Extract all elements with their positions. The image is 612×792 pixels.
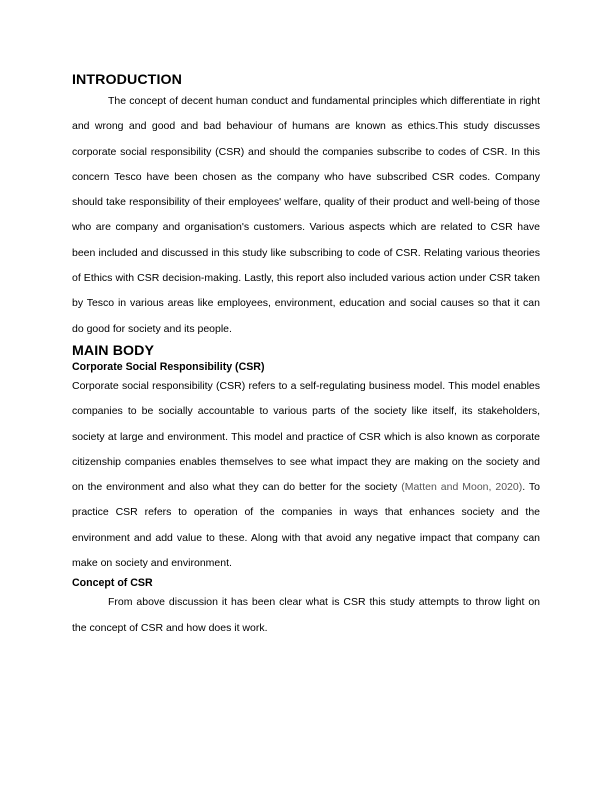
introduction-paragraph: The concept of decent human conduct and fundamental principles which differentiate in right and wrong and good and bad behaviour of humans are known as ethics.This study discusses corporate social responsibility (CSR) and should the companies subscribe to codes of CSR. In this concern Tesco have been chosen as the company who have subscribed CSR codes. Company should take responsibility of their employees' welfare, quality of their product and well-being of those who are company and organisation's customers. Various aspects which are related to CSR have been included and discussed in this study like subscribing to code of CSR. Relating various theories of Ethics with CSR decision-making. Lastly, this report also included various action under CSR taken by Tesco in various areas like employees, environment, education and social causes so that it can do good for society and its people. <box>72 95 540 335</box>
main-body-heading: MAIN BODY <box>72 342 155 359</box>
page-content <box>72 71 540 641</box>
csr-paragraph <box>72 374 540 576</box>
csr-text-before-citation: Corporate social responsibility (CSR) refers to a self-regulating business model. This model enables companies to be socially accountable to various parts of the society like itself, its stakeholders, society at large and environment. This model and practice of CSR which is also known as corporate citizenship companies enables themselves to see what impact they are making on the society and on the environment and also what they can do better for the society <box>72 379 540 494</box>
concept-of-csr-paragraph: From above discussion it has been clear what is CSR this study attempts to throw light on the concept of CSR and how does it work. <box>72 596 540 634</box>
citation-matten-moon: (Matten and Moon, 2020) <box>401 481 523 494</box>
csr-text-after-citation: . To practice CSR refers to operation of the companies in ways that enhances society and the environment and add value to these. Along with that avoid any negative impact that company can make on society and environment. <box>72 481 541 570</box>
csr-subheading: Corporate Social Responsibility (CSR) <box>72 360 265 373</box>
introduction-heading: INTRODUCTION <box>72 72 182 88</box>
concept-of-csr-subheading: Concept of CSR <box>72 577 153 590</box>
